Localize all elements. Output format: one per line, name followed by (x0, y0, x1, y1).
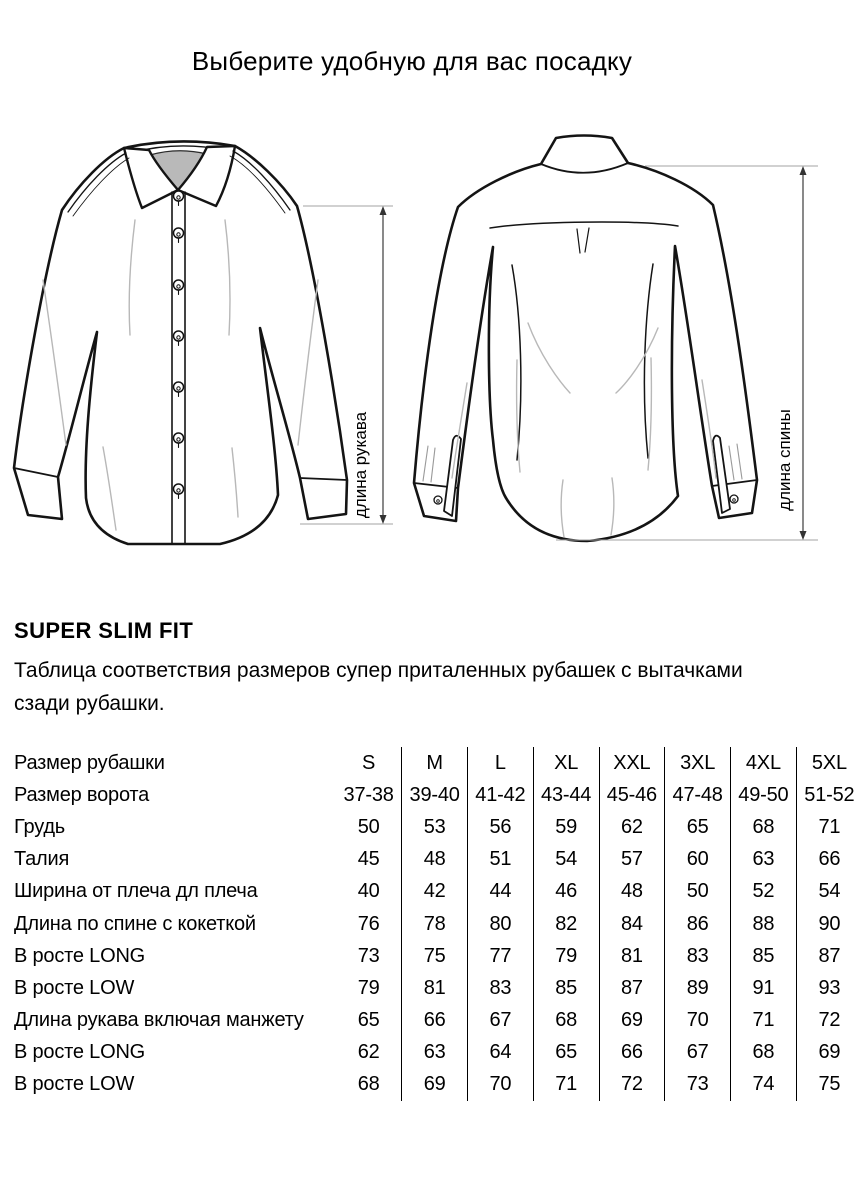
table-row (14, 972, 862, 1004)
size-cell: 50 (665, 876, 731, 908)
size-cell: 71 (796, 811, 862, 843)
size-cell: 48 (402, 844, 468, 876)
row-label: Талия (14, 848, 70, 871)
size-cell: 73 (665, 1069, 731, 1101)
size-cell: M (402, 747, 468, 779)
size-cell: 66 (599, 1037, 665, 1069)
size-cell: 87 (796, 940, 862, 972)
size-cell: 90 (796, 908, 862, 940)
back-length-label: длина спины (775, 409, 794, 511)
row-label: Размер рубашки (14, 751, 165, 774)
row-label: В росте LOW (14, 976, 135, 999)
table-row (14, 1037, 862, 1069)
row-label: Длина рукава включая манжету (14, 1009, 304, 1032)
size-table (14, 747, 862, 1101)
fit-description-line1: Таблица соответствия размеров супер приталенных рубашек с вытачками (14, 659, 743, 682)
row-label: В росте LONG (14, 944, 146, 967)
table-row (14, 1069, 862, 1101)
size-cell: 72 (599, 1069, 665, 1101)
size-table-body (14, 747, 862, 1101)
size-cell: 4XL (731, 747, 797, 779)
size-cell: 45-46 (599, 779, 665, 811)
size-cell: 83 (665, 940, 731, 972)
size-cell: 46 (533, 876, 599, 908)
size-cell: 81 (599, 940, 665, 972)
sleeve-length-label: длина рукава (351, 411, 370, 519)
size-cell: 69 (402, 1069, 468, 1101)
size-cell: 59 (533, 811, 599, 843)
back-shirt-drawing (414, 136, 757, 542)
size-cell: 66 (796, 844, 862, 876)
size-cell: 67 (468, 1005, 534, 1037)
row-label: В росте LONG (14, 1041, 146, 1064)
row-label: Длина по спине с кокеткой (14, 912, 256, 935)
size-cell: 75 (796, 1069, 862, 1101)
size-cell: 77 (468, 940, 534, 972)
size-cell: 43-44 (533, 779, 599, 811)
size-cell: 51 (468, 844, 534, 876)
size-cell: 39-40 (402, 779, 468, 811)
table-row (14, 811, 862, 843)
size-cell: 85 (731, 940, 797, 972)
row-label: Ширина от плеча дл плеча (14, 880, 258, 903)
size-cell: 3XL (665, 747, 731, 779)
size-cell: 56 (468, 811, 534, 843)
table-row (14, 747, 862, 779)
size-cell: 88 (731, 908, 797, 940)
page-title: Выберите удобную для вас посадку (191, 46, 633, 76)
size-cell: 37-38 (343, 783, 394, 806)
size-cell: 93 (796, 972, 862, 1004)
size-cell: 80 (468, 908, 534, 940)
row-label: В росте LOW (14, 1073, 135, 1096)
size-cell: 71 (731, 1005, 797, 1037)
size-cell: 47-48 (665, 779, 731, 811)
row-label: Размер ворота (14, 783, 150, 806)
size-cell: 5XL (796, 747, 862, 779)
size-cell: 40 (357, 880, 380, 903)
size-cell: 42 (402, 876, 468, 908)
size-cell: 83 (468, 972, 534, 1004)
table-row (14, 876, 862, 908)
fit-description-line2: сзади рубашки. (14, 692, 165, 715)
size-cell: 79 (357, 976, 380, 999)
size-cell: 67 (665, 1037, 731, 1069)
size-cell: 62 (357, 1041, 380, 1064)
size-cell: 70 (468, 1069, 534, 1101)
size-cell: 41-42 (468, 779, 534, 811)
size-cell: 68 (731, 1037, 797, 1069)
front-shirt-drawing (14, 141, 347, 544)
size-cell: 53 (402, 811, 468, 843)
size-cell: 81 (402, 972, 468, 1004)
size-cell: S (362, 751, 376, 774)
size-cell: 45 (357, 848, 380, 871)
size-cell: 68 (731, 811, 797, 843)
size-cell: XXL (599, 747, 665, 779)
size-cell: 57 (599, 844, 665, 876)
size-cell: 91 (731, 972, 797, 1004)
size-cell: 69 (796, 1037, 862, 1069)
size-cell: 85 (533, 972, 599, 1004)
size-cell: 48 (599, 876, 665, 908)
size-cell: 68 (357, 1073, 380, 1096)
size-cell: 70 (665, 1005, 731, 1037)
size-cell: 51-52 (796, 779, 862, 811)
size-cell: 72 (796, 1005, 862, 1037)
size-cell: 52 (731, 876, 797, 908)
shirt-diagram (0, 100, 862, 580)
size-cell: 78 (402, 908, 468, 940)
size-cell: L (468, 747, 534, 779)
size-cell: XL (533, 747, 599, 779)
size-cell: 65 (665, 811, 731, 843)
row-label: Грудь (14, 815, 66, 838)
size-cell: 65 (533, 1037, 599, 1069)
table-row (14, 779, 862, 811)
size-cell: 69 (599, 1005, 665, 1037)
table-row (14, 940, 862, 972)
size-cell: 54 (796, 876, 862, 908)
size-cell: 63 (731, 844, 797, 876)
size-cell: 50 (357, 815, 380, 838)
table-row (14, 1005, 862, 1037)
table-row (14, 908, 862, 940)
size-cell: 84 (599, 908, 665, 940)
size-cell: 73 (357, 944, 380, 967)
fit-heading: SUPER SLIM FIT (14, 618, 194, 643)
size-cell: 64 (468, 1037, 534, 1069)
size-cell: 49-50 (731, 779, 797, 811)
size-cell: 89 (665, 972, 731, 1004)
shirt-technical-drawing (0, 100, 862, 580)
size-cell: 79 (533, 940, 599, 972)
size-cell: 75 (402, 940, 468, 972)
size-cell: 54 (533, 844, 599, 876)
size-cell: 60 (665, 844, 731, 876)
size-cell: 74 (731, 1069, 797, 1101)
size-cell: 76 (357, 912, 380, 935)
table-row (14, 844, 862, 876)
size-cell: 82 (533, 908, 599, 940)
size-cell: 62 (599, 811, 665, 843)
size-cell: 65 (357, 1009, 380, 1032)
size-cell: 71 (533, 1069, 599, 1101)
size-cell: 63 (402, 1037, 468, 1069)
size-cell: 87 (599, 972, 665, 1004)
size-cell: 66 (402, 1005, 468, 1037)
size-cell: 44 (468, 876, 534, 908)
size-cell: 86 (665, 908, 731, 940)
fit-description (14, 654, 834, 720)
size-cell: 68 (533, 1005, 599, 1037)
